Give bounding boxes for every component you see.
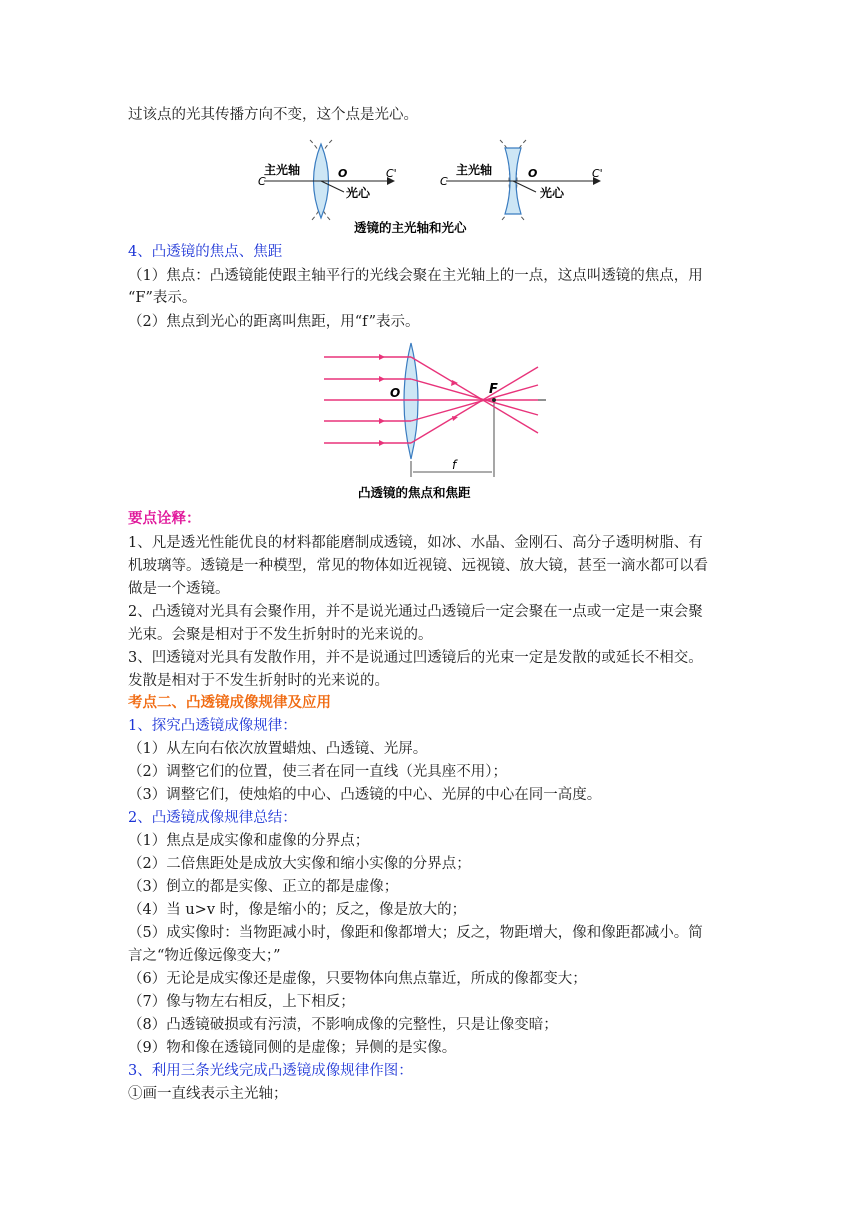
figure-caption: 透镜的主光轴和光心 xyxy=(354,220,467,235)
label-principal-axis: 主光轴 xyxy=(456,163,493,177)
text-line: （2）焦点到光心的距离叫焦距，用“f”表示。 xyxy=(128,314,420,330)
text-line: 过该点的光其传播方向不变，这个点是光心。 xyxy=(128,107,418,123)
figure-caption: 凸透镜的焦点和焦距 xyxy=(358,485,471,500)
label-o: O xyxy=(338,167,348,180)
text-line: 发散是相对于不发生折射时的光来说的。 xyxy=(128,673,389,689)
text-line: （5）成实像时：当物距减小时，像距和像都增大；反之，物距增大，像和像距都减小。简 xyxy=(128,925,703,941)
focal-point-diagram xyxy=(324,341,546,503)
text-line: ①画一直线表示主光轴； xyxy=(128,1086,288,1102)
label-focal-point: F xyxy=(489,382,498,397)
convex-lens-diagram xyxy=(258,140,397,222)
label-c: C xyxy=(440,175,448,188)
label-o: O xyxy=(528,167,538,180)
text-line: 机玻璃等。透镜是一种模型，常见的物体如近视镜、远视镜、放大镜，甚至一滴水都可以看 xyxy=(128,558,708,574)
label-c-prime: C' xyxy=(386,167,397,180)
text-line: （1）从左向右依次放置蜡烛、凸透镜、光屏。 xyxy=(128,741,428,757)
label-optical-center: 光心 xyxy=(540,186,565,200)
text-line: （7）像与物左右相反，上下相反； xyxy=(128,994,355,1010)
label-c-prime: C' xyxy=(592,167,603,180)
text-line: （3）倒立的都是实像、正立的都是虚像； xyxy=(128,879,399,895)
text-line: （8）凸透镜破损或有污渍，不影响成像的完整性，只是让像变暗； xyxy=(128,1017,558,1033)
section-heading: 2、凸透镜成像规律总结： xyxy=(128,810,297,826)
text-line: （2）二倍焦距处是成放大实像和缩小实像的分界点； xyxy=(128,856,471,872)
text-line: 1、凡是透光性能优良的材料都能磨制成透镜，如冰、水晶、金刚石、高分子透明树脂、有 xyxy=(128,535,703,551)
concave-lens-diagram xyxy=(440,140,603,222)
text-line: 3、凹透镜对光具有发散作用，并不是说通过凹透镜后的光束一定是发散的或延长不相交。 xyxy=(128,650,703,666)
text-line: （2）调整它们的位置，使三者在同一直线（光具座不用）； xyxy=(128,764,507,780)
label-focal-length: f xyxy=(452,458,457,472)
label-c: C xyxy=(258,175,266,188)
label-o: O xyxy=(390,386,401,400)
text-line: 言之“物近像远像变大；” xyxy=(128,948,281,964)
text-line: 光束。会聚是相对于不发生折射时的光来说的。 xyxy=(128,627,433,643)
text-line: 做是一个透镜。 xyxy=(128,581,230,597)
text-line: （6）无论是成实像还是虚像，只要物体向焦点靠近，所成的像都变大； xyxy=(128,971,587,987)
text-line: （1）焦点：凸透镜能使跟主轴平行的光线会聚在主光轴上的一点，这点叫透镜的焦点，用 xyxy=(128,268,703,284)
text-line: （9）物和像在透镜同侧的是虚像；异侧的是实像。 xyxy=(128,1040,457,1056)
text-line: （4）当 u>v 时，像是缩小的；反之，像是放大的； xyxy=(128,902,467,918)
section-heading: 3、利用三条光线完成凸透镜成像规律作图： xyxy=(128,1063,413,1079)
text-line: “F”表示。 xyxy=(128,290,197,306)
section-heading: 要点诠释： xyxy=(128,510,201,527)
label-principal-axis: 主光轴 xyxy=(264,163,301,177)
section-heading: 1、探究凸透镜成像规律： xyxy=(128,718,297,734)
label-optical-center: 光心 xyxy=(346,186,371,200)
section-heading: 4、凸透镜的焦点、焦距 xyxy=(128,244,283,260)
text-line: （1）焦点是成实像和虚像的分界点； xyxy=(128,833,370,849)
text-line: （3）调整它们，使烛焰的中心、凸透镜的中心、光屏的中心在同一高度。 xyxy=(128,787,602,803)
section-heading: 考点二、凸透镜成像规律及应用 xyxy=(128,694,331,711)
text-line: 2、凸透镜对光具有会聚作用，并不是说光通过凸透镜后一定会聚在一点或一定是一束会聚 xyxy=(128,604,703,620)
lens-axis-diagram xyxy=(254,130,610,238)
